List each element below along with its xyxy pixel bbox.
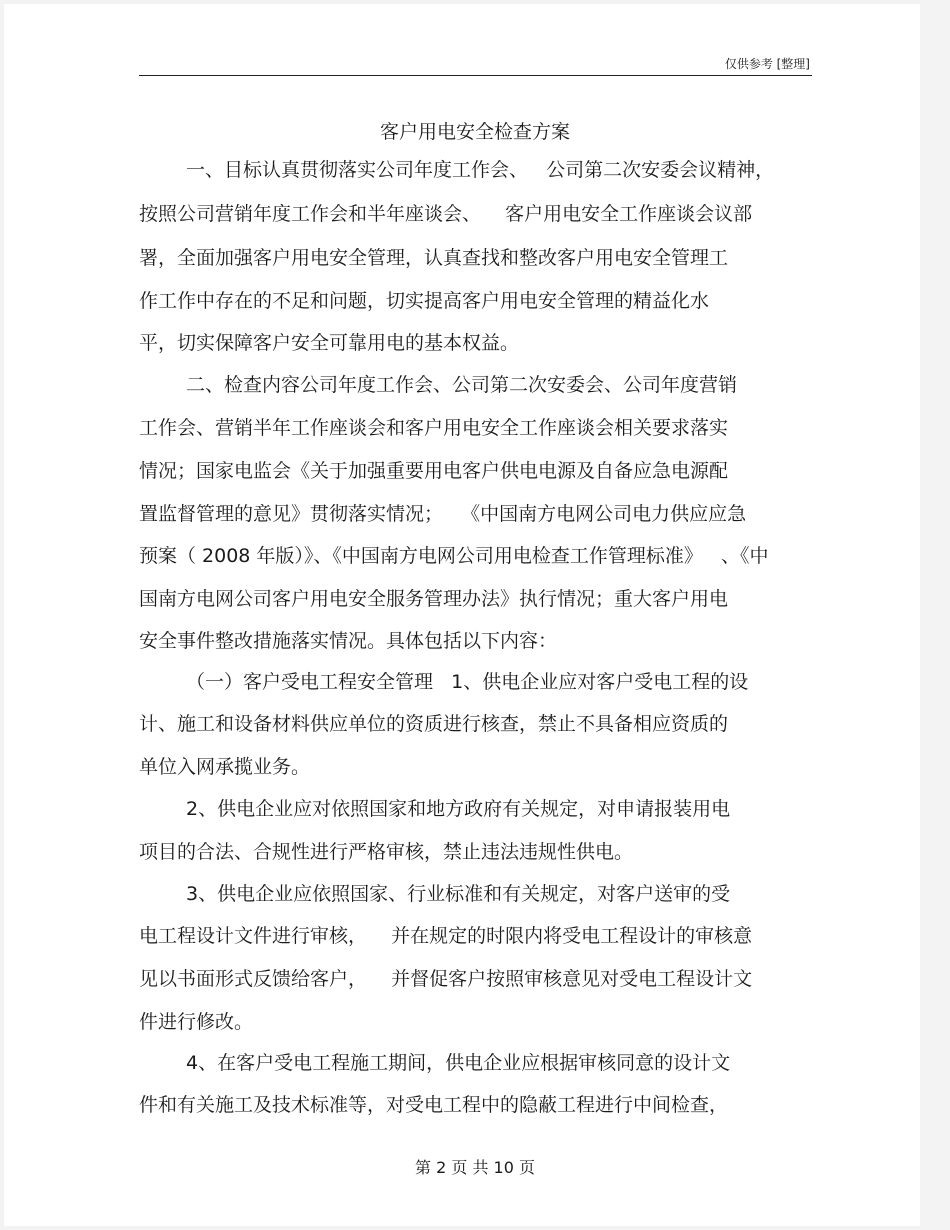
paragraph-line: 置监督管理的意见》贯彻落实情况； 《中国南方电网公司电力供应应急: [139, 503, 747, 525]
document-sheet: [4, 4, 920, 1226]
paragraph-line: 平，切实保障客户安全可靠用电的基本权益。: [139, 332, 520, 354]
paragraph-line: 计、施工和设备材料供应单位的资质进行核查，禁止不具备相应资质的: [139, 713, 729, 735]
paragraph-line: 单位入网承揽业务。: [139, 756, 311, 778]
paragraph-line: 4、在客户受电工程施工期间，供电企业应根据审核同意的设计文: [186, 1052, 731, 1074]
paragraph-line: 3、供电企业应依照国家、行业标准和有关规定，对客户送审的受: [186, 883, 731, 905]
paragraph-line: 情况；国家电监会《关于加强重要用电客户供电电源及自备应急电源配: [139, 460, 729, 482]
paragraph-line: 件进行修改。: [139, 1011, 254, 1033]
paragraph-line: 2、供电企业应对依照国家和地方政府有关规定，对申请报装用电: [186, 798, 731, 820]
paragraph-line: 预案（ 2008 年版）》、《中国南方电网公司用电检查工作管理标准》 、《中: [139, 545, 769, 567]
page-number-footer: 第 2 页 共 10 页: [415, 1158, 535, 1177]
paragraph-line: 作工作中存在的不足和问题，切实提高客户用电安全管理的精益化水: [139, 290, 710, 312]
paragraph-line: 件和有关施工及技术标准等，对受电工程中的隐蔽工程进行中间检查，: [139, 1094, 729, 1116]
paragraph-line: 安全事件整改措施落实情况。具体包括以下内容：: [139, 630, 558, 652]
paragraph-line: 二、检查内容公司年度工作会、公司第二次安委会、公司年度营销: [186, 374, 738, 396]
paragraph-line: 署，全面加强客户用电安全管理，认真查找和整改客户用电安全管理工: [139, 247, 729, 269]
paragraph-line: 见以书面形式反馈给客户， 并督促客户按照审核意见对受电工程设计文: [139, 968, 753, 990]
paragraph-line: 按照公司营销年度工作会和半年座谈会、 客户用电安全工作座谈会议部: [139, 203, 753, 225]
header-divider: [139, 75, 812, 76]
document-title: 客户用电安全检查方案: [379, 121, 570, 143]
paragraph-line: 国南方电网公司客户用电安全服务管理办法》执行情况；重大客户用电: [139, 588, 729, 610]
paragraph-line: 工作会、营销半年工作座谈会和客户用电安全工作座谈会相关要求落实: [139, 417, 729, 439]
paragraph-line: （一）客户受电工程安全管理 1、供电企业应对客户受电工程的设: [186, 671, 749, 693]
paragraph-line: 项目的合法、合规性进行严格审核，禁止违法违规性供电。: [139, 841, 634, 863]
paragraph-line: 一、目标认真贯彻落实公司年度工作会、 公司第二次安委会议精神，: [186, 159, 775, 181]
header-note: 仅供参考 [整理]: [724, 57, 810, 71]
paragraph-line: 电工程设计文件进行审核， 并在规定的时限内将受电工程设计的审核意: [139, 925, 753, 947]
